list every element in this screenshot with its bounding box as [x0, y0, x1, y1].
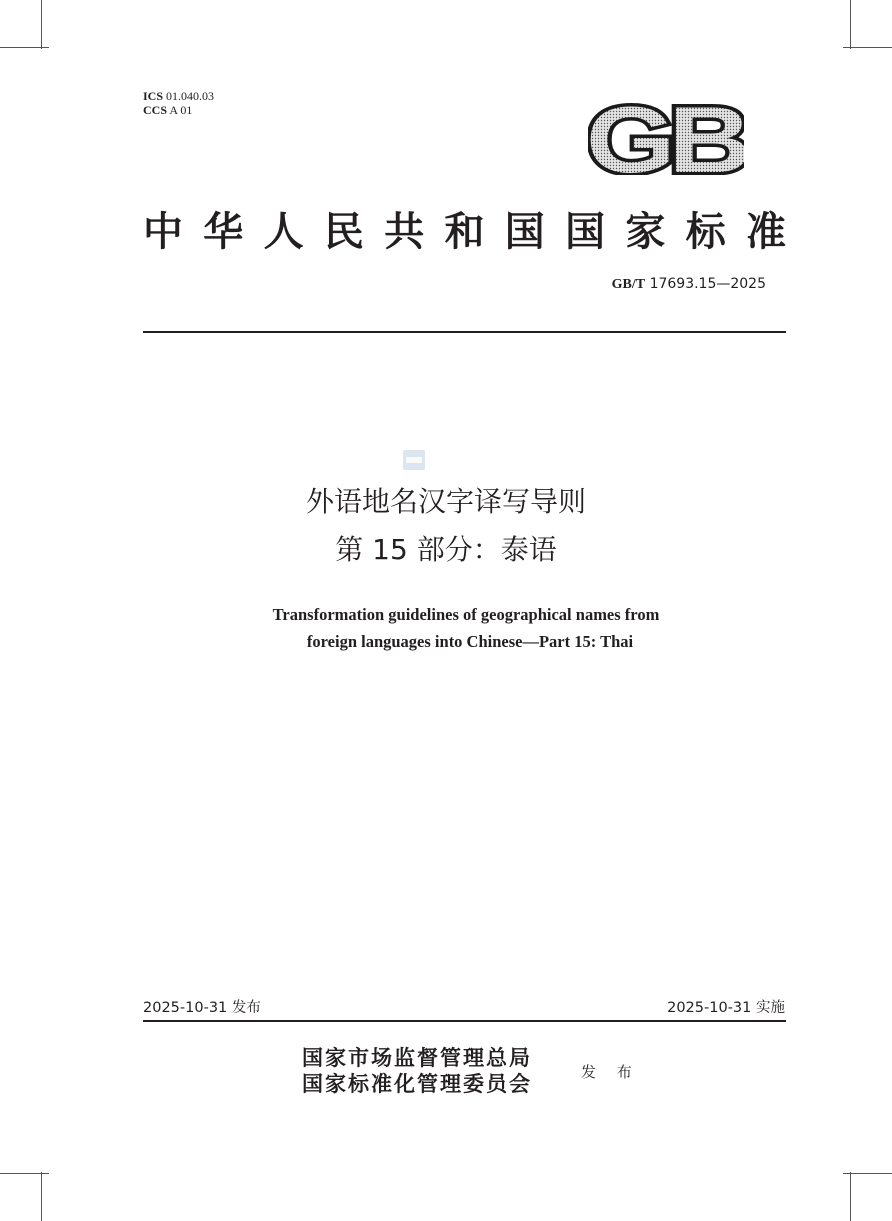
ccs-line: [143, 103, 192, 118]
footer-divider: [143, 1020, 786, 1022]
ics-line: [143, 89, 214, 104]
title-en-line2: foreign languages into Chinese—Part 15: Thai: [306, 632, 634, 651]
standard-number-value: 17693.15—2025: [649, 276, 766, 292]
ics-code: 01.040.03: [166, 89, 215, 103]
standard-number: [612, 276, 766, 293]
header-divider: [143, 331, 786, 333]
isobs-watermark-icon: [403, 450, 425, 470]
issue-date: 2025-10-31 发布: [143, 1000, 261, 1016]
issuer-samr: 国家市场监督管理总局: [302, 1045, 532, 1070]
title-cn-line1: 外语地名汉字译写导则: [305, 485, 586, 518]
gb-logo-text: GB: [588, 98, 744, 175]
ics-label: ICS: [143, 89, 164, 103]
issue-action: 发 布: [581, 1063, 640, 1081]
ccs-label: CCS: [143, 103, 168, 117]
gb-logo: [588, 98, 744, 175]
national-standard-title: 中华人民共和国国家标准: [143, 208, 786, 255]
ccs-code: A 01: [169, 103, 193, 117]
issuer-sac: 国家标准化管理委员会: [302, 1071, 532, 1096]
title-cn-line2: 第 15 部分：泰语: [335, 533, 557, 566]
implement-date: 2025-10-31 实施: [667, 1000, 785, 1016]
standard-prefix: GB/T: [611, 277, 646, 292]
title-en-line1: Transformation guidelines of geographical names from: [272, 605, 660, 624]
